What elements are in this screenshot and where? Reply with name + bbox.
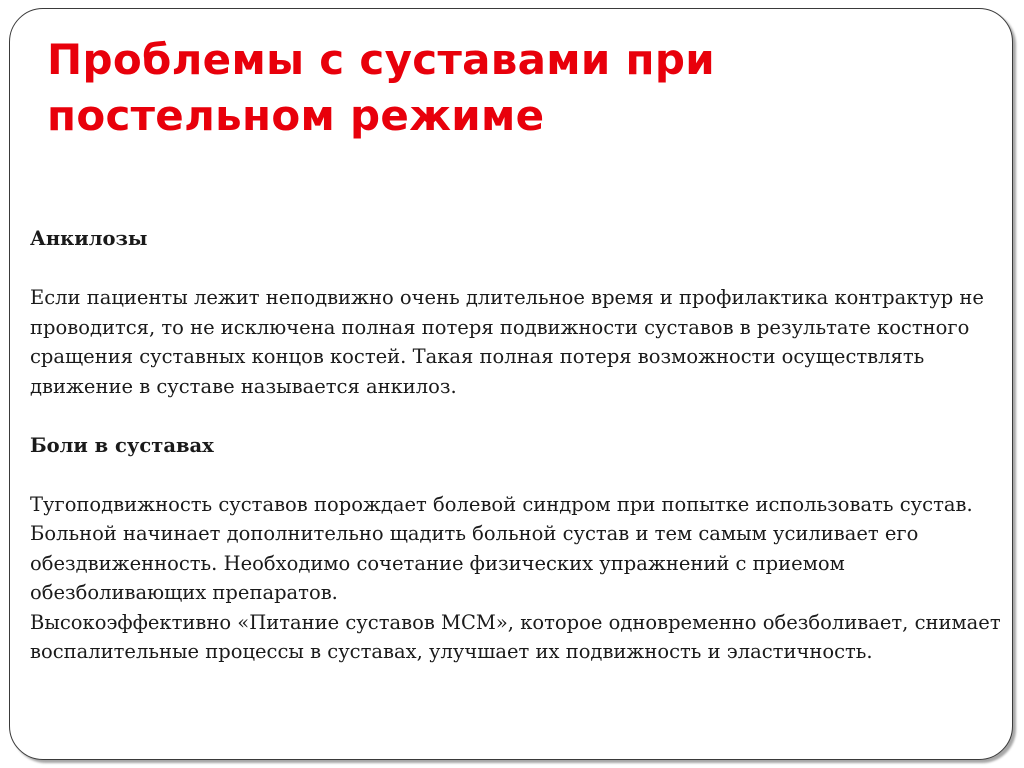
spacer <box>30 254 1005 284</box>
section-heading-joint-pain: Боли в суставах <box>30 433 214 457</box>
paragraph-ankylosis: Если пациенты лежит неподвижно очень длительное время и профилактика контрактур не проводится, то не исключена полная потеря подвижности суставов в результате костного сращения суставных концов костей. Такая полная потеря возможности осуществлять движение в суставе называется анкилоз. <box>30 286 984 398</box>
slide-title <box>47 32 967 144</box>
section-heading-ankylosis: Анкилозы <box>30 227 148 250</box>
slide-body <box>30 224 1005 667</box>
paragraph-joint-pain: Тугоподвижность суставов порождает болевой синдром при попытке использовать сустав. Больной начинает дополнительно щадить больной сустав и тем самым усиливает его обездвиженность. Необходимо сочетание физических упражнений с приемом обезболивающих препаратов. <box>30 492 973 604</box>
spacer <box>30 401 1005 431</box>
slide-title-line-2: постельном режиме <box>47 91 545 140</box>
slide-title-line-1: Проблемы с суставами при <box>47 35 715 84</box>
paragraph-msm-product: Высокоэффективно «Питание суставов МСМ», которое одновременно обезболивает, снимает воспалительные процессы в суставах, улучшает их подвижность и эластичность. <box>30 610 1001 663</box>
spacer <box>30 460 1005 490</box>
